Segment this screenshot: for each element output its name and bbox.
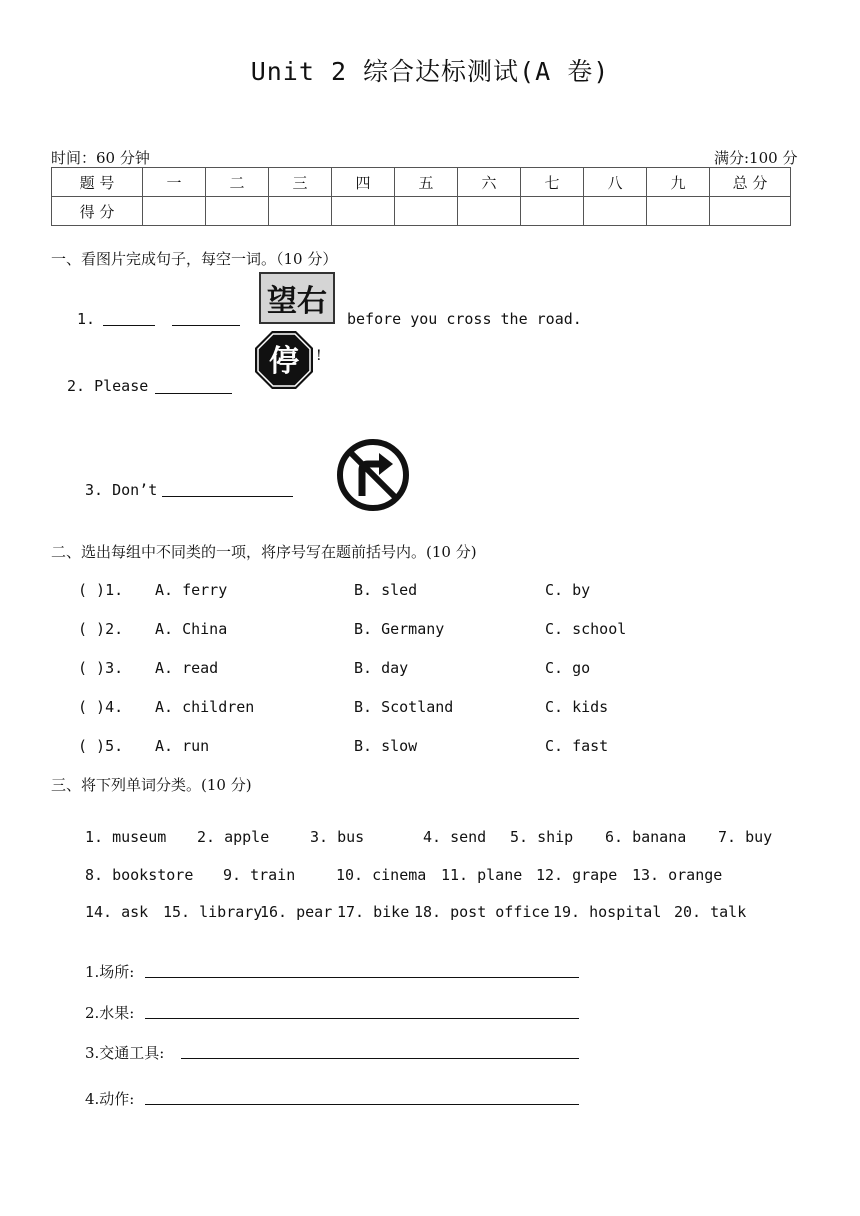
stop-sign-icon — [254, 330, 314, 390]
score-cell[interactable] — [521, 197, 584, 226]
word-19: 19. hospital — [553, 903, 662, 921]
score-row-label: 得 分 — [52, 197, 143, 226]
category-transport-label: 3.交通工具: — [85, 1044, 165, 1062]
category-places-answer-line[interactable] — [145, 977, 579, 978]
q3-prefix: 3. Don’t — [85, 481, 158, 499]
word-16: 16. pear — [260, 903, 333, 921]
choice-item-2-a: A. China — [155, 620, 228, 638]
header-cell: 九 — [647, 168, 710, 197]
choice-item-1-num: ( )1. — [78, 581, 124, 599]
choice-item-4-num: ( )4. — [78, 698, 124, 716]
score-cell[interactable] — [206, 197, 269, 226]
word-1: 1. museum — [85, 828, 167, 846]
header-cell: 七 — [521, 168, 584, 197]
word-13: 13. orange — [632, 866, 723, 884]
q2-prefix: 2. Please — [67, 377, 149, 395]
word-12: 12. grape — [536, 866, 618, 884]
page-title: Unit 2 综合达标测试(A 卷) — [250, 57, 610, 86]
score-cell[interactable] — [143, 197, 206, 226]
score-table-score-row — [52, 197, 791, 226]
q1-blank-2[interactable] — [172, 325, 240, 326]
score-table-header-row — [52, 168, 791, 197]
header-cell: 三 — [269, 168, 332, 197]
category-actions-label: 4.动作: — [85, 1090, 135, 1108]
word-17: 17. bike — [337, 903, 410, 921]
q2-tail: ! — [316, 348, 322, 364]
choice-item-3-num: ( )3. — [78, 659, 124, 677]
choice-item-3-b: B. day — [354, 659, 409, 677]
choice-item-5-num: ( )5. — [78, 737, 124, 755]
choice-item-3-a: A. read — [155, 659, 219, 677]
choice-item-5-b: B. slow — [354, 737, 418, 755]
section1-heading: 一、看图片完成句子，每空一词。（10 分） — [51, 250, 338, 268]
word-4: 4. send — [423, 828, 487, 846]
category-fruit-label: 2.水果: — [85, 1004, 135, 1022]
choice-item-3-c: C. go — [545, 659, 591, 677]
score-cell[interactable] — [458, 197, 521, 226]
choice-item-4-a: A. children — [155, 698, 255, 716]
score-cell[interactable] — [647, 197, 710, 226]
q3-blank[interactable] — [162, 496, 293, 497]
choice-item-2-b: B. Germany — [354, 620, 445, 638]
score-cell[interactable] — [269, 197, 332, 226]
look-right-sign-text: 望右 — [267, 284, 327, 319]
header-cell: 一 — [143, 168, 206, 197]
category-places-label: 1.场所: — [85, 963, 135, 981]
section3-heading: 三、将下列单词分类。(10 分) — [51, 776, 252, 794]
no-right-turn-icon — [336, 438, 410, 512]
word-2: 2. apple — [197, 828, 270, 846]
word-20: 20. talk — [674, 903, 747, 921]
choice-item-2-num: ( )2. — [78, 620, 124, 638]
word-9: 9. train — [223, 866, 296, 884]
word-14: 14. ask — [85, 903, 149, 921]
choice-item-5-a: A. run — [155, 737, 210, 755]
score-table — [51, 167, 791, 226]
q1-tail: before you cross the road. — [347, 310, 582, 328]
header-cell: 四 — [332, 168, 395, 197]
q1-blank-1[interactable] — [103, 325, 155, 326]
section2-heading: 二、选出每组中不同类的一项，将序号写在题前括号内。(10 分) — [51, 543, 477, 561]
category-transport-answer-line[interactable] — [181, 1058, 579, 1059]
header-cell: 题 号 — [52, 168, 143, 197]
word-18: 18. post office — [414, 903, 550, 921]
choice-item-4-c: C. kids — [545, 698, 609, 716]
choice-item-4-b: B. Scotland — [354, 698, 454, 716]
word-6: 6. banana — [605, 828, 687, 846]
choice-item-2-c: C. school — [545, 620, 627, 638]
word-10: 10. cinema — [336, 866, 427, 884]
stop-sign-text: 停 — [269, 344, 299, 379]
look-right-sign — [259, 272, 335, 324]
choice-item-5-c: C. fast — [545, 737, 609, 755]
choice-item-1-b: B. sled — [354, 581, 418, 599]
word-3: 3. bus — [310, 828, 365, 846]
score-cell[interactable] — [710, 197, 791, 226]
word-5: 5. ship — [510, 828, 574, 846]
word-11: 11. plane — [441, 866, 523, 884]
choice-item-1-a: A. ferry — [155, 581, 228, 599]
score-cell[interactable] — [332, 197, 395, 226]
category-actions-answer-line[interactable] — [145, 1104, 579, 1105]
header-cell: 二 — [206, 168, 269, 197]
score-cell[interactable] — [584, 197, 647, 226]
header-cell: 五 — [395, 168, 458, 197]
q2-blank[interactable] — [155, 393, 232, 394]
category-fruit-answer-line[interactable] — [145, 1018, 579, 1019]
header-cell: 总 分 — [710, 168, 791, 197]
header-cell: 六 — [458, 168, 521, 197]
score-cell[interactable] — [395, 197, 458, 226]
q1-number: 1. — [77, 310, 96, 328]
word-7: 7. buy — [718, 828, 773, 846]
word-8: 8. bookstore — [85, 866, 194, 884]
time-label: 时间：60 分钟 — [51, 149, 150, 167]
header-cell: 八 — [584, 168, 647, 197]
choice-item-1-c: C. by — [545, 581, 591, 599]
word-15: 15. library — [163, 903, 263, 921]
full-score-label: 满分:100 分 — [714, 149, 798, 167]
